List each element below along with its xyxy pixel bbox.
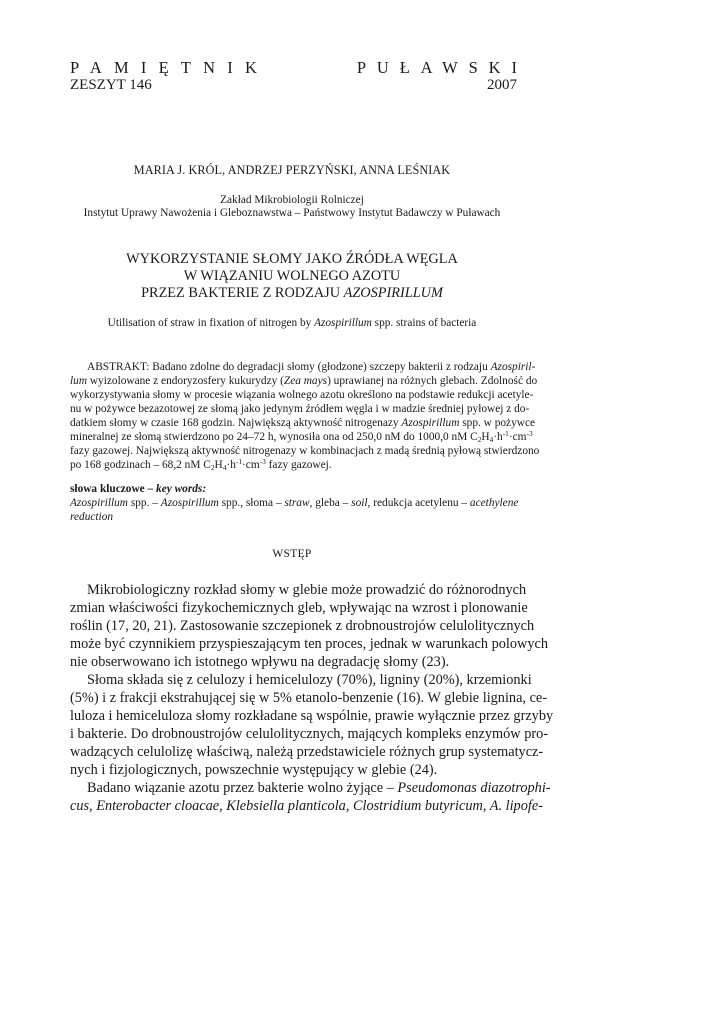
english-title-suffix: spp. strains of bacteria <box>371 317 477 329</box>
abstract-text: spp. w pożywce <box>459 417 536 429</box>
body-line: luloza i hemiceluloza słomy rozkładane są wspólnie, prawie wyłącznie przez grzyby <box>70 708 554 724</box>
keyword-text: spp., słoma – <box>218 497 285 509</box>
superscript: -1 <box>235 456 243 466</box>
english-title <box>40 317 544 329</box>
issue-year: 2007 <box>487 77 517 93</box>
keyword-genus: Azospirillum <box>160 497 219 509</box>
abstract-text: ·cm <box>242 459 260 471</box>
title-line-3 <box>40 285 544 302</box>
title-line-3-text: PRZEZ BAKTERIE Z RODZAJU <box>141 285 344 301</box>
abstract-line <box>70 416 536 430</box>
body-line: wadzących celulolizę właściwą, należą przedstawiciele różnych grup systematycz- <box>70 744 544 760</box>
abstract-genus: Azospiril- <box>490 361 536 373</box>
abstract-line: wykorzystywania słomy w procesie wiązania wolnego azotu określono na podstawie redukcji acetyle- <box>70 389 534 401</box>
keyword-en: acethylene <box>469 497 519 509</box>
abstract-text: datkiem słomy w czasie 168 godzin. Największą aktywność nitrogenazy <box>70 417 402 429</box>
body-text-span: Badano wiązanie azotu przez bakterie wolno żyjące – <box>87 780 398 796</box>
superscript: -3 <box>259 456 266 466</box>
abstract-text: po 168 godzinach – 68,2 nM C <box>70 459 211 471</box>
body-species: Pseudomonas diazotrophi- <box>397 780 551 796</box>
journal-name-second-word: PUŁAWSKI <box>356 58 528 77</box>
keyword-text: , redukcja acetylenu – <box>367 497 470 509</box>
keywords-label-en: key words: <box>156 483 207 495</box>
abstract-text: ABSTRAKT: Badano zdolne do degradacji słomy (głodzone) szczepy bakterii z rodzaju <box>87 361 491 373</box>
keywords-line <box>70 496 517 510</box>
subscript: 4 <box>489 435 494 445</box>
body-line: (5%) i z frakcji ekstrahującej się w 5% etanolo-benzenie (16). W glebie lignina, ce- <box>70 690 548 706</box>
abstract-text: ) uprawianej na różnych glebach. Zdolność do <box>327 375 538 387</box>
abstract-text: ·h <box>226 459 236 471</box>
body-line: roślin (17, 20, 21). Zastosowanie szczepionek z drobnoustrojów celulolitycznych <box>70 618 535 634</box>
abstract-text: H <box>214 459 223 471</box>
abstract-text: wyizolowane z endoryzosfery kukurydzy ( <box>87 375 284 387</box>
abstract-line <box>70 374 538 388</box>
body-line: nie obserwowano ich istotnego wpływu na degradację słomy (23). <box>70 654 450 670</box>
issue-number: ZESZYT 146 <box>70 77 152 93</box>
english-title-genus: Azospirillum <box>314 317 372 329</box>
subscript: 2 <box>210 463 215 473</box>
authors: MARIA J. KRÓL, ANDRZEJ PERZYŃSKI, ANNA LEŚNIAK <box>133 163 451 177</box>
body-line <box>70 779 551 797</box>
keywords-label-pl: słowa kluczowe – <box>70 483 157 495</box>
journal-header <box>70 58 528 78</box>
affiliation-institute: Instytut Uprawy Nawożenia i Gleboznawstwa – Państwowy Instytut Badawczy w Puławach <box>83 207 501 219</box>
abstract-line: nu w pożywce bezazotowej ze słomą jako jedynym źródłem węgla i w madzie średniej pyłowej z do- <box>70 403 530 415</box>
english-title-prefix: Utilisation of straw in fixation of nitrogen by <box>107 317 315 329</box>
keyword-text: spp. – <box>128 497 161 509</box>
abstract-line <box>70 428 533 445</box>
abstract-text: mineralnej ze słomą stwierdzono po 24–72 h, wynosiła ona od 250,0 nM do 1000,0 nM C <box>70 431 478 443</box>
title-genus: AZOSPIRILLUM <box>343 285 443 301</box>
body-line: może być czynnikiem przyspieszającym ten proces, jednak w warunkach polowych <box>70 636 548 652</box>
subscript: 4 <box>222 463 227 473</box>
superscript: -1 <box>502 428 509 438</box>
title-line-1: WYKORZYSTANIE SŁOMY JAKO ŹRÓDŁA WĘGLA <box>126 251 458 267</box>
body-line: i bakterie. Do drobnoustrojów celulolitycznych, mających kompleks enzymów pro- <box>70 726 549 742</box>
abstract-genus: lum <box>70 375 88 387</box>
subscript: 2 <box>477 435 482 445</box>
title-line-2: W WIĄZANIU WOLNEGO AZOTU <box>183 268 401 284</box>
abstract-species: Zea mays <box>283 375 328 387</box>
abstract-text: H <box>481 431 490 443</box>
abstract-text: fazy gazowej. <box>265 459 332 471</box>
abstract-line <box>70 360 536 374</box>
superscript: -3 <box>526 428 533 438</box>
body-line: zmian właściwości fizykochemicznych gleb, wpływając na wzrost i plonowanie <box>70 600 528 616</box>
journal-name-first-word: PAMIĘTNIK <box>70 58 270 77</box>
body-line <box>70 797 543 815</box>
keywords-line <box>70 510 517 524</box>
body-line: Mikrobiologiczny rozkład słomy w glebie może prowadzić do różnorodnych <box>87 582 527 598</box>
keywords-label <box>70 482 517 496</box>
abstract-line: fazy gazowej. Największą aktywność nitrogenazy w kombinacjach z madą średnią pyłową stwierdzono <box>70 445 540 457</box>
keyword-genus: Azospirillum <box>70 497 128 509</box>
abstract-text: ·cm <box>508 431 527 443</box>
keyword-en: reduction <box>70 511 114 523</box>
abstract-genus: Azospirillum <box>401 417 460 429</box>
abstract-line <box>70 458 517 472</box>
body-line: Słoma składa się z celulozy i hemicelulozy (70%), ligniny (20%), krzemionki <box>87 672 532 688</box>
body-species: cus, Enterobacter cloacae, Klebsiella planticola, Clostridium butyricum, A. lipofe- <box>70 798 543 814</box>
section-heading: WSTĘP <box>272 548 312 560</box>
issue-row <box>70 77 517 94</box>
body-line: nych i fizjologicznych, powszechnie występujący w glebie (24). <box>70 762 438 778</box>
affiliation-department: Zakład Mikrobiologii Rolniczej <box>220 194 364 206</box>
keyword-text: , gleba – <box>309 497 352 509</box>
abstract-text: ·h <box>493 431 503 443</box>
keyword-en: soil <box>351 497 368 509</box>
keyword-en: straw <box>284 497 310 509</box>
